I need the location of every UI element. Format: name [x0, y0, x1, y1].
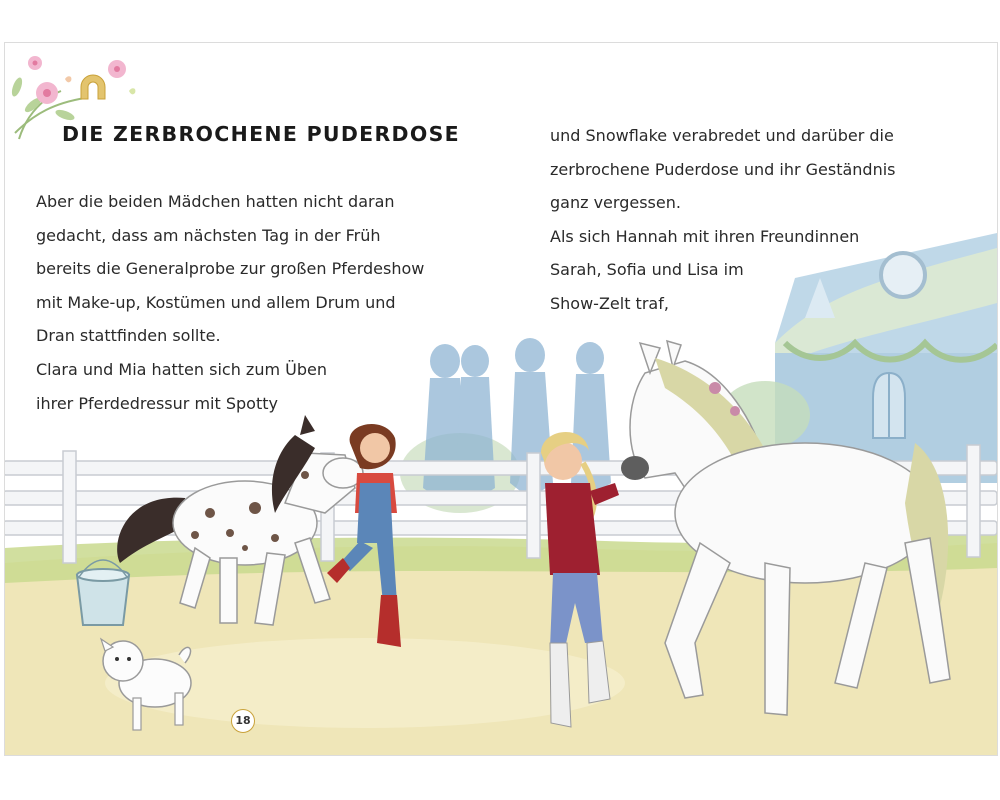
text-line: zerbrochene Puderdose und ihr Geständnis	[550, 159, 896, 179]
text-line: Als sich Hannah mit ihren Freundinnen	[550, 226, 860, 246]
text-line: gedacht, dass am nächsten Tag in der Früh	[36, 225, 381, 245]
text-line: Clara und Mia hatten sich zum Üben	[36, 359, 327, 379]
text-line: Aber die beiden Mädchen hatten nicht daran	[36, 192, 395, 211]
text-line: ganz vergessen.	[550, 193, 681, 213]
text-column-right	[550, 119, 896, 321]
chapter-title: DIE ZERBROCHENE PUDERDOSE	[62, 122, 460, 146]
text-column-left	[36, 185, 424, 420]
text-line: bereits die Generalprobe zur großen Pferdeshow	[36, 259, 425, 279]
text-line: Dran stattfinden sollte.	[36, 326, 221, 346]
page-number: 18	[231, 709, 255, 733]
text-line: mit Make-up, Kostümen und allem Drum und	[36, 292, 396, 312]
horseshoe-icon	[81, 75, 105, 99]
text-line: Show-Zelt traf,	[550, 293, 669, 313]
rider-silhouettes	[423, 338, 611, 503]
book-page	[4, 42, 998, 756]
bucket	[77, 560, 129, 625]
text-line: Sarah, Sofia und Lisa im	[550, 260, 744, 280]
text-line: und Snowflake verabredet und darüber die	[550, 126, 894, 145]
text-line: ihrer Pferdedressur mit Spotty	[36, 393, 278, 413]
